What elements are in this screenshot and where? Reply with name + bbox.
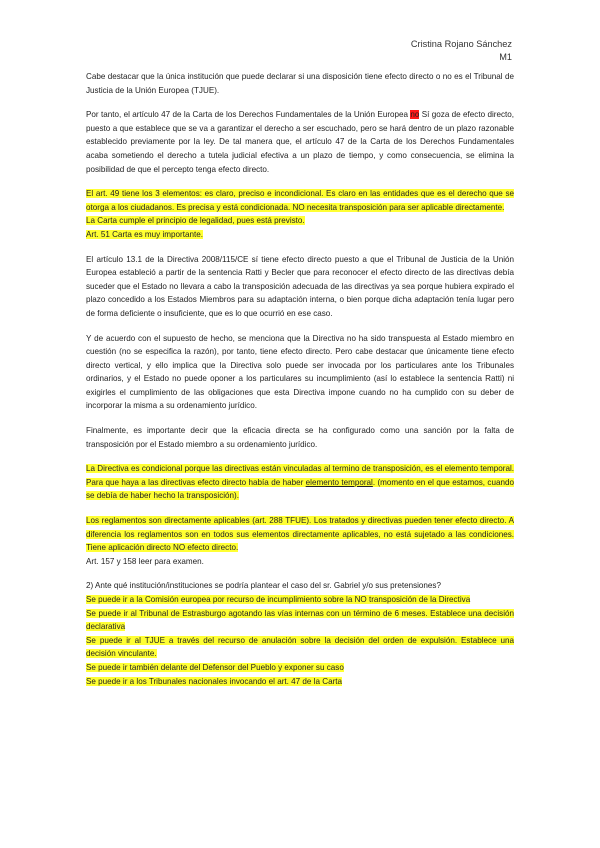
paragraph-article-47: [86, 108, 514, 176]
author-name: Cristina Rojano Sánchez: [410, 39, 512, 49]
highlight-art51: Art. 51 Carta es muy importante.: [86, 229, 203, 239]
question-block: [86, 579, 514, 688]
answer-item: Se puede ir al Tribunal de Estrasburgo agotando las vías internas con un término de 6 meses. Establece una decisión declarativa: [86, 608, 514, 632]
answer-item: Se puede ir al TJUE a través del recurso de anulación sobre la decisión del orden de expulsión. Establece una decisión vinculante.: [86, 635, 514, 659]
answer-item: Se puede ir también delante del Defensor del Pueblo y exponer su caso: [86, 662, 344, 672]
highlight-legality: La Carta cumple el principio de legalidad, pues está previsto.: [86, 216, 305, 226]
paragraph-article-47-start: Por tanto, el artículo 47 de la Carta de los Derechos Fundamentales de la Unión Europea: [86, 110, 411, 120]
highlight-art49-elements: El art. 49 tiene los 3 elementos: es claro, preciso e incondicional. Es claro en las entidades que es el derecho que se otorga a los ciudadanos. Es precisa y está condicionada. NO necesita transposición para ser aplicable directamente.: [86, 189, 514, 212]
paragraph-tjue: Cabe destacar que la única institución que puede declarar si una disposición tiene efecto directo o no es el Tribunal de Justicia de la Unión Europea (TJUE).: [86, 72, 514, 95]
group-label: M1: [499, 52, 512, 62]
document-body: [86, 70, 514, 688]
answer-item: Se puede ir a los Tribunales nacionales invocando el art. 47 de la Carta: [86, 676, 343, 686]
question-2: 2) Ante qué institución/instituciones se podría plantear el caso del sr. Gabriel y/o sus pretensiones?: [86, 581, 441, 591]
paragraph-article-47-rest: Sí goza de efecto directo, puesto a que establece que se va a garantizar el derecho a ser escuchado, pero se hará dentro de un plazo razonable establecido previamente por la ley. De tal manera que, el artículo 47 de la Carta de los Derechos Fundamentales acaba sometiendo el derecho a tutela judicial efectiva a un plazo de tiempo, y como consecuencia, se elimina la posibilidad de que el percepto tenga efecto directo.: [86, 110, 514, 174]
underlined-elemento-temporal: elemento temporal: [305, 477, 373, 487]
page-header: [411, 38, 512, 64]
highlight-block-art49: [86, 187, 514, 241]
highlight-block-conditional: [86, 462, 514, 503]
exam-note: Art. 157 y 158 leer para examen.: [86, 556, 204, 566]
paragraph-sanction: Finalmente, es importante decir que la eficacia directa se ha configurado como una sanción por la falta de transposición por el Estado miembro a su ordenamiento jurídico.: [86, 426, 514, 449]
highlight-reglamentos: Los reglamentos son directamente aplicables (art. 288 TFUE). Los tratados y directivas pueden tener efecto directo. A diferencia los reglamentos son en todos sus elementos directamente aplicables, no está sujetado a las condiciones. Tiene aplicación directo NO efecto directo.: [86, 516, 514, 553]
answer-item: Se puede ir a la Comisión europea por recurso de incumplimiento sobre la NO transposición de la Directiva: [86, 595, 471, 604]
paragraph-directive-13-1: El artículo 13.1 de la Directiva 2008/115/CE sí tiene efecto directo puesto a que el Tribunal de Justicia de la Unión Europea estableció a partir de la sentencia Ratti y Becler que para reconocer el efecto directo de las directivas debía suceder que el Estado no llevara a cabo la transposición adecuada de las directivas ya sea porque hubiera expirado el plazo concedido a los Estados Miembros para su adaptación interna, o bien porque dicha adaptación tenía lugar pero de forma deficiente o insuficiente, que es lo que ocurrió en ese caso.: [86, 254, 514, 318]
red-marked-word: no: [410, 110, 420, 120]
highlight-block-reglamentos: [86, 514, 514, 568]
highlight-conditional-text: La Directiva es condicional porque las directivas están vinculadas al termino de transposición, es el elemento temporal. Para que haya a las directivas efecto directo había de haber: [86, 464, 514, 487]
highlight-conditional-end: . (momento en el que estamos, cuando se debía de haber hecho la transposición).: [86, 477, 514, 501]
paragraph-vertical-effect: Y de acuerdo con el supuesto de hecho, se menciona que la Directiva no ha sido transpuesta al Estado miembro en cuestión (no se especifica la razón), por tanto, tiene efecto directo. Pero cabe destacar que únicamente tiene efecto directo vertical, y ello implica que la Directiva solo puede ser invocada por los particulares ante los Tribunales ordinarios, y el Estado no puede oponer a los particulares su incumplimiento (así lo establece la sentencia Ratti) ni exigirles el cumplimiento de las obligaciones que esta Directiva impone cuando no ha cumplido con su deber de incorporar la misma a su ordenamiento jurídico.: [86, 333, 514, 411]
